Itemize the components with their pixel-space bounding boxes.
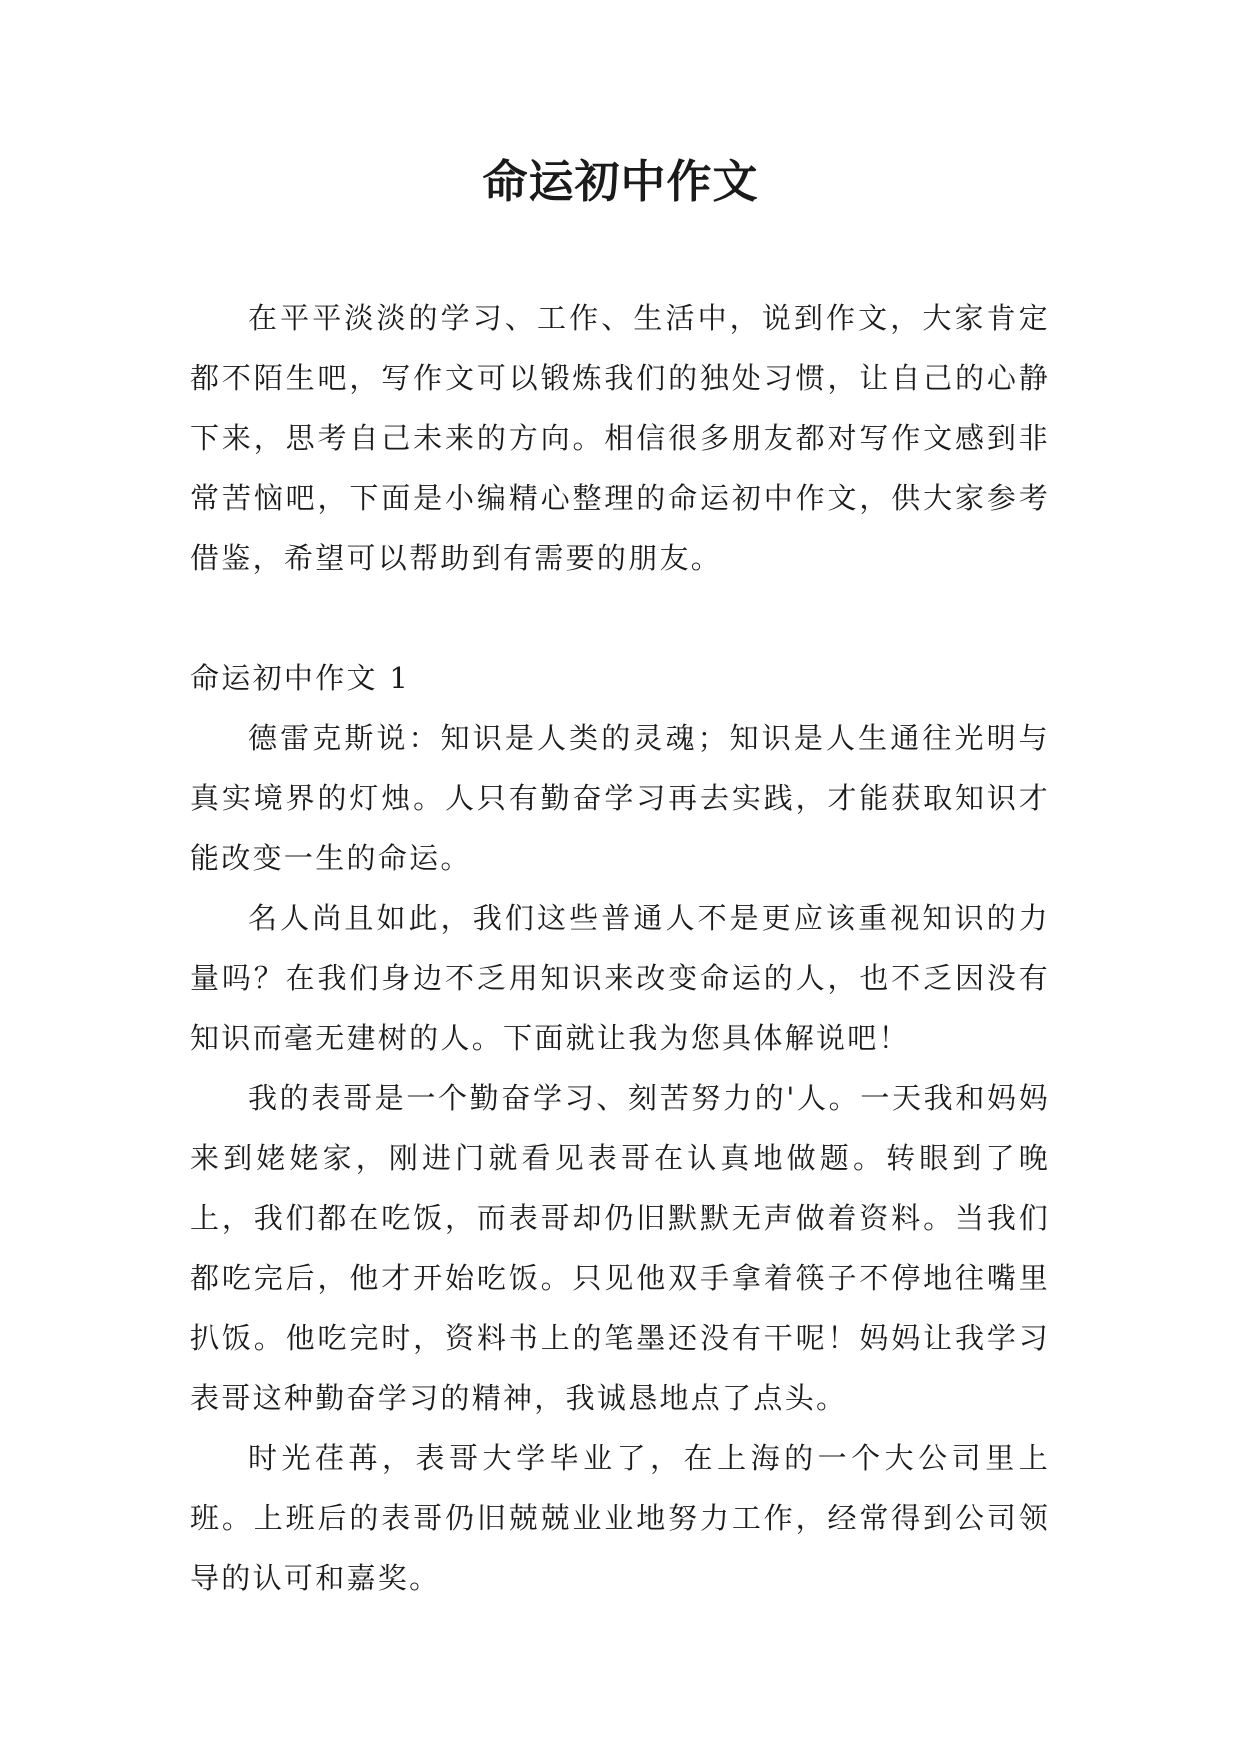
body-paragraph: 德雷克斯说：知识是人类的灵魂；知识是人生通往光明与真实境界的灯烛。人只有勤奋学习再去实践，才能获取知识才能改变一生的命运。 (190, 721, 1050, 875)
document-body (190, 288, 1050, 1608)
body-paragraph: 我的表哥是一个勤奋学习、刻苦努力的'人。一天我和妈妈来到姥姥家，刚进门就看见表哥在认真地做题。转眼到了晚上，我们都在吃饭，而表哥却仍旧默默无声做着资料。当我们都吃完后，他才开始吃饭。只见他双手拿着筷子不停地往嘴里扒饭。他吃完时，资料书上的笔墨还没有干呢！妈妈让我学习表哥这种勤奋学习的精神，我诚恳地点了点头。 (190, 1081, 1050, 1415)
document-title: 命运初中作文 (482, 155, 759, 208)
body-paragraph: 时光荏苒，表哥大学毕业了，在上海的一个大公司里上班。上班后的表哥仍旧兢兢业业地努力工作，经常得到公司领导的认可和嘉奖。 (190, 1441, 1050, 1595)
section-heading: 命运初中作文 1 (190, 661, 411, 695)
intro-paragraph: 在平平淡淡的学习、工作、生活中，说到作文，大家肯定都不陌生吧，写作文可以锻炼我们的独处习惯，让自己的心静下来，思考自己未来的方向。相信很多朋友都对写作文感到非常苦恼吧，下面是小编精心整理的命运初中作文，供大家参考借鉴，希望可以帮助到有需要的朋友。 (190, 301, 1050, 575)
body-paragraph: 名人尚且如此，我们这些普通人不是更应该重视知识的力量吗？在我们身边不乏用知识来改变命运的人，也不乏因没有知识而毫无建树的人。下面就让我为您具体解说吧！ (190, 901, 1050, 1055)
